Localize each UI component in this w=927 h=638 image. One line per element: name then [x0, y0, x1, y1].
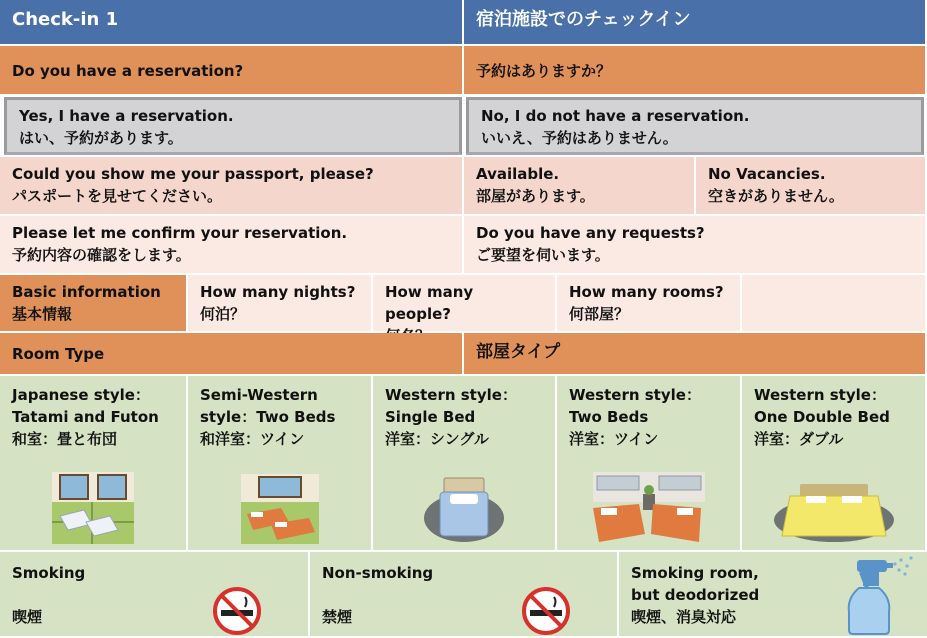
room-3-line2: Two Beds [569, 408, 649, 426]
answer-yes-ja: はい、予約があります。 [19, 129, 183, 147]
available-ja: 部屋があります。 [476, 187, 595, 205]
room-2-line3: 洋室：シングル [385, 430, 489, 448]
rooms-cell [557, 275, 742, 333]
passport-request [0, 157, 464, 216]
deodorized-en-1: Smoking room, [631, 564, 759, 582]
deodorized-cell [619, 552, 927, 638]
question-ja-text: 予約はありますか？ [476, 62, 612, 80]
confirm-reservation [0, 216, 464, 275]
deodorized-en-2: but deodorized [631, 586, 760, 604]
room-0-line1: Japanese style： [12, 386, 150, 404]
rooms-en: How many rooms? [569, 283, 724, 301]
no-vacancies-cell [696, 157, 927, 216]
requests-cell [464, 216, 927, 275]
people-en: How many people? [385, 283, 474, 323]
room-type-ja [464, 333, 927, 376]
answer-no-en: No, I do not have a reservation. [481, 107, 750, 125]
room-3-line1: Western style： [569, 386, 701, 404]
deodorized-ja: 喫煙、消臭対応 [631, 608, 737, 626]
confirm-en: Please let me confirm your reservation. [12, 224, 348, 242]
tatami-futon-icon [52, 472, 134, 544]
room-2-line2: Single Bed [385, 408, 476, 426]
header-title-ja [464, 0, 927, 46]
twin-beds-icon [593, 472, 705, 544]
nights-ja: 何泊？ [200, 305, 246, 323]
smoking-ja: 喫煙 [12, 608, 43, 626]
room-3-line3: 洋室：ツイン [569, 430, 659, 448]
basic-info-en: Basic information [12, 283, 161, 301]
room-4-line1: Western style： [754, 386, 886, 404]
header-title-ja-text: 宿泊施設でのチェックイン [476, 9, 691, 30]
room-japanese-style [0, 376, 188, 552]
header-title-en [0, 0, 464, 46]
question-en-text: Do you have a reservation? [12, 62, 244, 80]
no-vacancies-ja: 空きがありません。 [708, 187, 844, 205]
nonsmoking-ja: 禁煙 [322, 608, 353, 626]
answer-no-ja: いいえ、予約はありません。 [481, 129, 678, 147]
answer-no [466, 97, 924, 155]
room-4-line3: 洋室：ダブル [754, 430, 844, 448]
room-0-line2: Tatami and Futon [12, 408, 159, 426]
header-title-en-text: Check-in 1 [12, 9, 119, 30]
answer-yes-en: Yes, I have a reservation. [19, 107, 234, 125]
requests-ja: ご要望を伺います。 [476, 246, 610, 264]
room-type-ja-text: 部屋タイプ [476, 342, 561, 362]
confirm-ja: 予約内容の確認をします。 [12, 246, 191, 264]
empty-cell [742, 275, 927, 333]
smoking-en: Smoking [12, 564, 86, 582]
nonsmoking-en: Non-smoking [322, 564, 434, 582]
room-2-line1: Western style： [385, 386, 517, 404]
room-twin-beds [557, 376, 742, 552]
room-1-line1: Semi-Western [200, 386, 318, 404]
no-vacancies-en: No Vacancies. [708, 165, 826, 183]
passport-ja: パスポートを見せてください。 [12, 187, 223, 205]
room-1-line2: style：Two Beds [200, 408, 336, 426]
available-cell [464, 157, 696, 216]
passport-en: Could you show me your passport, please? [12, 165, 374, 183]
answer-yes [4, 97, 462, 155]
non-smoking-cell [310, 552, 619, 638]
nights-cell [188, 275, 373, 333]
room-semi-western [188, 376, 373, 552]
no-smoking-sign-icon [521, 586, 571, 636]
double-bed-icon [772, 482, 896, 544]
room-1-line3: 和洋室：ツイン [200, 430, 305, 448]
available-en: Available. [476, 165, 560, 183]
room-single-bed [373, 376, 557, 552]
room-type-en [0, 333, 464, 376]
rooms-ja: 何部屋？ [569, 305, 630, 323]
basic-info-label [0, 275, 188, 333]
spray-bottle-icon [837, 554, 917, 636]
people-cell [373, 275, 557, 333]
no-smoking-sign-icon [212, 586, 262, 636]
room-double-bed [742, 376, 927, 552]
semi-western-room-icon [241, 474, 319, 544]
room-0-line3: 和室：畳と布団 [12, 430, 118, 448]
nights-en: How many nights? [200, 283, 356, 301]
room-4-line2: One Double Bed [754, 408, 890, 426]
basic-info-ja: 基本情報 [12, 305, 73, 323]
single-bed-icon [422, 474, 506, 544]
room-type-en-text: Room Type [12, 345, 105, 363]
requests-en: Do you have any requests? [476, 224, 705, 242]
smoking-cell [0, 552, 310, 638]
question-en [0, 46, 464, 96]
question-ja [464, 46, 927, 96]
